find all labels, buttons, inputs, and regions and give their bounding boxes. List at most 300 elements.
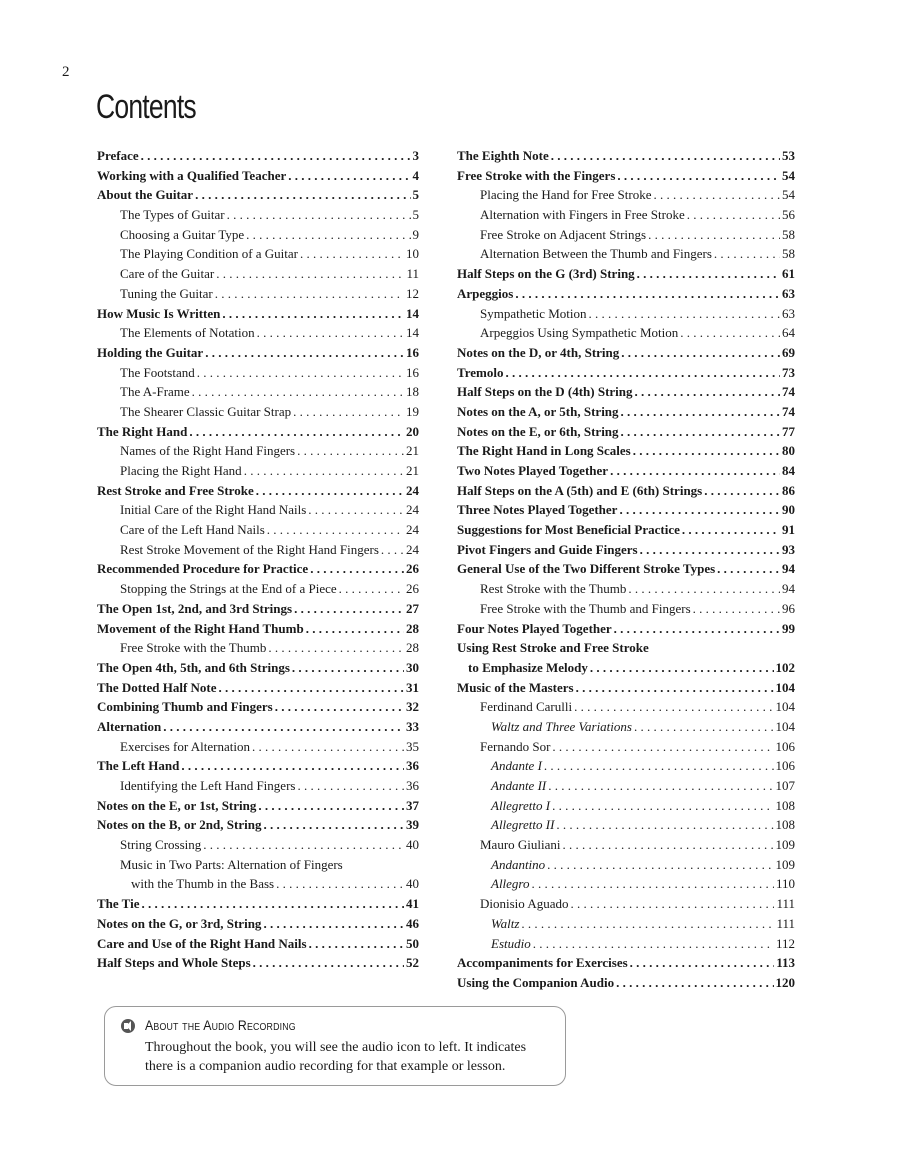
- toc-entry: [457, 934, 795, 954]
- toc-dot-leader: [551, 146, 780, 166]
- toc-dot-leader: [521, 914, 774, 934]
- toc-entry-title: Allegro: [491, 876, 530, 892]
- toc-entry-title: to Emphasize Melody: [468, 659, 588, 675]
- toc-entry-page: 46: [406, 915, 419, 931]
- toc-entry: [457, 304, 795, 324]
- toc-column-right: [457, 146, 795, 993]
- toc-entry: [97, 619, 419, 639]
- audio-speaker-icon: [121, 1019, 135, 1033]
- toc-entry-title: Stopping the Strings at the End of a Piece: [120, 581, 337, 597]
- toc-entry-title: Half Steps and Whole Steps: [97, 955, 251, 971]
- toc-entry-page: 50: [406, 935, 419, 951]
- toc-entry-title: Tuning the Guitar: [120, 285, 213, 301]
- toc-entry-page: 86: [782, 482, 795, 498]
- toc-entry: [97, 815, 419, 835]
- toc-entry-page: 14: [406, 305, 419, 321]
- toc-entry: [97, 599, 419, 619]
- toc-dot-leader: [275, 697, 404, 717]
- toc-entry: [457, 796, 795, 816]
- toc-entry-page: 16: [406, 344, 419, 360]
- toc-entry-title: Arpeggios Using Sympathetic Motion: [480, 325, 679, 341]
- toc-entry-title: General Use of the Two Different Stroke Types: [457, 561, 716, 577]
- toc-dot-leader: [515, 284, 780, 304]
- toc-entry-page: 4: [412, 167, 419, 183]
- toc-entry: [97, 461, 419, 481]
- toc-entry-title: Rest Stroke with the Thumb: [480, 581, 627, 597]
- toc-entry: [457, 894, 795, 914]
- toc-dot-leader: [306, 619, 404, 639]
- toc-entry: [97, 874, 419, 894]
- toc-entry-title: String Crossing: [120, 837, 202, 853]
- toc-entry: [457, 737, 795, 757]
- toc-entry: [457, 638, 795, 658]
- toc-dot-leader: [590, 658, 774, 678]
- toc-entry-page: 24: [406, 522, 419, 538]
- toc-entry-page: 96: [782, 600, 795, 616]
- toc-entry-title: Waltz: [491, 915, 520, 931]
- toc-dot-leader: [610, 461, 780, 481]
- toc-entry-title: Waltz and Three Variations: [491, 718, 632, 734]
- toc-entry-title: Notes on the A, or 5th, String: [457, 403, 619, 419]
- toc-entry-title: Alternation: [97, 718, 162, 734]
- toc-entry: [97, 185, 419, 205]
- toc-entry: [457, 441, 795, 461]
- toc-entry-page: 104: [775, 679, 795, 695]
- toc-entry-title: Ferdinand Carulli: [480, 699, 573, 715]
- toc-dot-leader: [640, 540, 780, 560]
- toc-entry-page: 28: [406, 640, 419, 656]
- toc-dot-leader: [544, 756, 774, 776]
- toc-entry-page: 24: [406, 482, 419, 498]
- toc-entry-title: Andantino: [491, 856, 546, 872]
- toc-entry: [97, 638, 419, 658]
- toc-dot-leader: [687, 205, 780, 225]
- toc-entry-page: 61: [782, 266, 795, 282]
- toc-entry-title: Estudio: [491, 935, 531, 951]
- toc-entry-title: Free Stroke with the Thumb and Fingers: [480, 600, 691, 616]
- toc-entry: [97, 559, 419, 579]
- toc-entry-page: 91: [782, 522, 795, 538]
- toc-dot-leader: [589, 304, 780, 324]
- toc-entry: [97, 914, 419, 934]
- toc-entry-title: Names of the Right Hand Fingers: [120, 443, 296, 459]
- toc-entry: [97, 540, 419, 560]
- toc-entry: [97, 500, 419, 520]
- toc-entry-page: 90: [782, 502, 795, 518]
- toc-entry-page: 108: [775, 797, 795, 813]
- toc-entry: [457, 402, 795, 422]
- toc-dot-leader: [195, 185, 410, 205]
- toc-entry: [457, 343, 795, 363]
- toc-entry-page: 26: [406, 561, 419, 577]
- toc-entry-page: 10: [406, 246, 419, 262]
- toc-entry-page: 106: [775, 758, 795, 774]
- toc-entry-title: Placing the Right Hand: [120, 463, 242, 478]
- toc-dot-leader: [628, 579, 780, 599]
- toc-entry-page: 108: [775, 817, 795, 833]
- toc-entry-page: 104: [775, 699, 795, 715]
- toc-entry: [97, 776, 419, 796]
- toc-entry: [97, 422, 419, 442]
- toc-entry-title: Half Steps on the A (5th) and E (6th) Strings: [457, 482, 703, 498]
- toc-entry: [457, 382, 795, 402]
- toc-entry: [97, 934, 419, 954]
- toc-entry-title: Exercises for Alternation: [120, 738, 250, 754]
- toc-entry-title: Alternation with Fingers in Free Stroke: [480, 207, 685, 223]
- toc-entry: [457, 559, 795, 579]
- toc-dot-leader: [630, 953, 775, 973]
- toc-entry-title: Working with a Qualified Teacher: [97, 167, 287, 183]
- toc-entry-title: The Types of Guitar: [120, 207, 225, 223]
- toc-dot-leader: [309, 934, 404, 954]
- toc-dot-leader: [141, 146, 411, 166]
- toc-dot-leader: [533, 934, 774, 954]
- toc-entry-title: How Music Is Written: [97, 305, 221, 321]
- toc-dot-leader: [197, 363, 404, 383]
- toc-entry-page: 106: [775, 738, 795, 754]
- toc-dot-leader: [576, 678, 774, 698]
- toc-entry-title: Four Notes Played Together: [457, 620, 612, 636]
- toc-dot-leader: [619, 500, 780, 520]
- toc-entry: [97, 520, 419, 540]
- toc-entry-page: 102: [775, 659, 795, 675]
- toc-entry-page: 24: [406, 541, 419, 557]
- toc-entry: [457, 323, 795, 343]
- toc-dot-leader: [308, 500, 404, 520]
- toc-entry: [457, 619, 795, 639]
- toc-dot-leader: [633, 441, 780, 461]
- toc-dot-leader: [653, 185, 780, 205]
- toc-entry-page: 73: [782, 364, 795, 380]
- toc-entry-page: 3: [412, 148, 419, 163]
- toc-dot-leader: [714, 244, 780, 264]
- toc-entry: [457, 422, 795, 442]
- toc-entry: [97, 402, 419, 422]
- toc-dot-leader: [219, 678, 404, 698]
- toc-dot-leader: [163, 717, 404, 737]
- toc-dot-leader: [263, 815, 404, 835]
- toc-dot-leader: [292, 658, 404, 678]
- toc-entry-title: The Playing Condition of a Guitar: [120, 246, 299, 262]
- toc-dot-leader: [205, 343, 404, 363]
- toc-entry: [457, 205, 795, 225]
- toc-entry: [457, 914, 795, 934]
- toc-entry-page: 40: [406, 837, 419, 853]
- toc-entry-page: 16: [406, 364, 419, 380]
- toc-dot-leader: [717, 559, 780, 579]
- toc-entry: [457, 658, 795, 678]
- toc-entry: [457, 776, 795, 796]
- toc-entry-page: 63: [782, 285, 795, 301]
- toc-dot-leader: [505, 363, 780, 383]
- toc-entry-page: 69: [782, 344, 795, 360]
- toc-entry-page: 9: [412, 226, 419, 242]
- toc-entry-page: 113: [776, 955, 795, 971]
- toc-entry-title: Allegretto II: [491, 817, 555, 833]
- toc-entry-page: 58: [782, 246, 795, 262]
- toc-dot-leader: [192, 382, 404, 402]
- toc-dot-leader: [381, 540, 404, 560]
- toc-dot-leader: [252, 737, 404, 757]
- toc-dot-leader: [635, 382, 780, 402]
- toc-entry-page: 56: [782, 207, 795, 223]
- toc-entry-title: Care of the Left Hand Nails: [120, 522, 265, 538]
- toc-entry-title: The Footstand: [120, 364, 195, 380]
- toc-entry-title: Music in Two Parts: Alternation of Fingers: [120, 856, 343, 872]
- toc-entry-title: The Left Hand: [97, 758, 180, 774]
- toc-entry-title: The Right Hand: [97, 423, 188, 439]
- toc-entry-title: Free Stroke with the Fingers: [457, 167, 616, 183]
- toc-entry-page: 5: [412, 187, 419, 203]
- toc-entry-title: Holding the Guitar: [97, 344, 204, 360]
- toc-entry-title: Sympathetic Motion: [480, 305, 587, 321]
- toc-dot-leader: [570, 894, 774, 914]
- toc-entry: [457, 678, 795, 698]
- toc-dot-leader: [574, 697, 773, 717]
- toc-entry: [97, 363, 419, 383]
- toc-dot-leader: [563, 835, 774, 855]
- toc-entry-page: 20: [406, 423, 419, 439]
- toc-dot-leader: [621, 402, 780, 422]
- toc-entry-title: Combining Thumb and Fingers: [97, 699, 273, 715]
- toc-entry-title: The Open 1st, 2nd, and 3rd Strings: [97, 600, 293, 616]
- toc-dot-leader: [614, 619, 780, 639]
- toc-dot-leader: [680, 323, 780, 343]
- toc-entry: [457, 363, 795, 383]
- toc-dot-leader: [267, 520, 404, 540]
- toc-dot-leader: [547, 855, 773, 875]
- toc-entry-title: Notes on the E, or 6th, String: [457, 423, 619, 439]
- toc-dot-leader: [256, 481, 404, 501]
- toc-dot-leader: [268, 638, 404, 658]
- toc-entry: [97, 953, 419, 973]
- toc-entry-page: 26: [406, 581, 419, 597]
- toc-entry: [457, 953, 795, 973]
- toc-dot-leader: [181, 756, 404, 776]
- toc-entry: [457, 717, 795, 737]
- toc-entry: [457, 244, 795, 264]
- toc-entry: [97, 264, 419, 284]
- toc-dot-leader: [682, 520, 780, 540]
- toc-dot-leader: [263, 914, 404, 934]
- toc-entry-page: 107: [775, 778, 795, 793]
- toc-entry-page: 32: [406, 699, 419, 715]
- toc-entry-page: 74: [782, 403, 795, 419]
- toc-entry-page: 19: [406, 403, 419, 419]
- toc-dot-leader: [693, 599, 780, 619]
- toc-dot-leader: [258, 796, 404, 816]
- toc-entry: [457, 835, 795, 855]
- toc-entry: [457, 481, 795, 501]
- toc-entry-title: About the Guitar: [97, 187, 194, 203]
- toc-entry-title: Dionisio Aguado: [480, 896, 569, 912]
- toc-entry: [457, 973, 795, 993]
- toc-entry-title: Notes on the G, or 3rd, String: [97, 915, 262, 931]
- toc-entry-page: 120: [775, 974, 795, 990]
- toc-dot-leader: [648, 225, 780, 245]
- toc-entry-page: 54: [782, 167, 795, 183]
- toc-dot-leader: [244, 461, 404, 481]
- toc-entry-title: Placing the Hand for Free Stroke: [480, 187, 652, 203]
- toc-entry-page: 5: [412, 207, 419, 223]
- toc-entry-page: 40: [406, 876, 419, 892]
- toc-entry-page: 39: [406, 817, 419, 833]
- toc-dot-leader: [203, 835, 404, 855]
- toc-entry: [97, 343, 419, 363]
- toc-entry-page: 31: [406, 679, 419, 695]
- toc-entry-title: Two Notes Played Together: [457, 463, 609, 478]
- toc-dot-leader: [704, 481, 780, 501]
- toc-entry: [97, 658, 419, 678]
- toc-entry-page: 53: [782, 148, 795, 163]
- toc-dot-leader: [621, 343, 780, 363]
- toc-entry-page: 80: [782, 443, 795, 459]
- page-number: 2: [62, 64, 70, 80]
- toc-entry-title: Mauro Giuliani: [480, 837, 561, 853]
- toc-dot-leader: [222, 304, 404, 324]
- toc-entry-title: with the Thumb in the Bass: [131, 876, 275, 892]
- toc-entry-title: Free Stroke with the Thumb: [120, 640, 267, 656]
- toc-entry-page: 58: [782, 226, 795, 242]
- toc-entry-title: Three Notes Played Together: [457, 502, 618, 518]
- toc-dot-leader: [552, 796, 773, 816]
- toc-entry-page: 36: [406, 758, 419, 774]
- toc-dot-leader: [189, 422, 404, 442]
- toc-entry: [457, 697, 795, 717]
- toc-entry: [97, 244, 419, 264]
- toc-entry: [97, 441, 419, 461]
- toc-column-left: [97, 146, 419, 973]
- toc-entry-title: The A-Frame: [120, 384, 190, 400]
- toc-entry-page: 93: [782, 541, 795, 557]
- toc-entry-page: 112: [775, 935, 795, 951]
- toc-dot-leader: [253, 953, 404, 973]
- toc-entry-page: 52: [406, 955, 419, 971]
- toc-dot-leader: [339, 579, 404, 599]
- toc-entry-page: 24: [406, 502, 419, 518]
- toc-entry: [97, 579, 419, 599]
- toc-dot-leader: [556, 815, 773, 835]
- toc-entry: [457, 599, 795, 619]
- toc-entry: [457, 520, 795, 540]
- toc-entry-title: The Tie: [97, 896, 140, 912]
- toc-entry: [97, 382, 419, 402]
- toc-dot-leader: [617, 166, 780, 186]
- toc-entry-page: 111: [776, 896, 795, 912]
- toc-entry-page: 18: [406, 384, 419, 400]
- toc-dot-leader: [616, 973, 773, 993]
- toc-entry-title: Initial Care of the Right Hand Nails: [120, 502, 307, 518]
- toc-entry: [457, 500, 795, 520]
- toc-dot-leader: [621, 422, 780, 442]
- toc-dot-leader: [532, 874, 774, 894]
- toc-entry: [97, 323, 419, 343]
- toc-dot-leader: [294, 599, 404, 619]
- toc-entry: [457, 540, 795, 560]
- toc-entry: [97, 855, 419, 875]
- toc-entry: [457, 284, 795, 304]
- toc-entry-title: Identifying the Left Hand Fingers: [120, 778, 296, 793]
- toc-dot-leader: [288, 166, 410, 186]
- toc-entry-page: 94: [782, 561, 795, 577]
- toc-entry-title: Half Steps on the D (4th) String: [457, 384, 633, 400]
- toc-entry: [457, 264, 795, 284]
- toc-entry-title: The Shearer Classic Guitar Strap: [120, 403, 292, 419]
- toc-dot-leader: [142, 894, 404, 914]
- toc-entry: [97, 796, 419, 816]
- audio-note-body: Throughout the book, you will see the audio icon to left. It indicates there is a companion audio recording for that example or lesson.: [145, 1040, 527, 1074]
- toc-entry-page: 35: [406, 738, 419, 754]
- toc-entry-page: 109: [775, 856, 795, 872]
- toc-dot-leader: [548, 776, 773, 796]
- toc-entry: [97, 284, 419, 304]
- toc-entry-title: Recommended Procedure for Practice: [97, 561, 309, 577]
- toc-entry-page: 21: [406, 443, 419, 459]
- toc-entry: [457, 225, 795, 245]
- toc-entry-title: Notes on the E, or 1st, String: [97, 797, 257, 813]
- toc-dot-leader: [300, 244, 404, 264]
- toc-entry: [457, 166, 795, 186]
- toc-dot-leader: [227, 205, 411, 225]
- toc-entry: [97, 481, 419, 501]
- toc-dot-leader: [257, 323, 404, 343]
- toc-entry-page: 11: [406, 266, 419, 282]
- toc-entry-page: 110: [775, 876, 795, 892]
- toc-entry-page: 27: [406, 600, 419, 616]
- toc-entry-page: 14: [406, 325, 419, 341]
- toc-entry: [97, 894, 419, 914]
- toc-entry-title: Choosing a Guitar Type: [120, 226, 245, 242]
- toc-entry: [97, 166, 419, 186]
- toc-dot-leader: [293, 402, 404, 422]
- toc-entry: [457, 874, 795, 894]
- toc-entry-title: Suggestions for Most Beneficial Practice: [457, 522, 680, 538]
- toc-entry-title: Notes on the D, or 4th, String: [457, 344, 620, 360]
- toc-entry-page: 104: [775, 718, 795, 734]
- toc-entry-title: Care and Use of the Right Hand Nails: [97, 935, 307, 951]
- toc-dot-leader: [215, 284, 404, 304]
- toc-dot-leader: [552, 737, 773, 757]
- toc-entry-title: Rest Stroke Movement of the Right Hand Fingers: [120, 541, 379, 557]
- toc-dot-leader: [297, 441, 404, 461]
- toc-entry: [97, 717, 419, 737]
- toc-entry-page: 12: [406, 285, 419, 301]
- toc-entry: [97, 205, 419, 225]
- page-title: Contents: [96, 88, 196, 126]
- toc-entry-title: Free Stroke on Adjacent Strings: [480, 226, 647, 242]
- toc-entry-title: Using Rest Stroke and Free Stroke: [457, 640, 649, 656]
- toc-dot-leader: [637, 264, 780, 284]
- toc-entry: [457, 855, 795, 875]
- toc-entry-title: Notes on the B, or 2nd, String: [97, 817, 262, 833]
- toc-entry-page: 111: [776, 915, 795, 931]
- toc-entry-page: 94: [782, 581, 795, 597]
- toc-entry: [97, 225, 419, 245]
- toc-entry: [457, 579, 795, 599]
- toc-entry-title: Accompaniments for Exercises: [457, 955, 628, 971]
- toc-entry-page: 64: [782, 325, 795, 341]
- toc-entry-page: 41: [406, 896, 419, 912]
- toc-entry-title: Pivot Fingers and Guide Fingers: [457, 541, 638, 557]
- toc-entry-title: Using the Companion Audio: [457, 974, 615, 990]
- toc-entry-title: Preface: [97, 148, 139, 163]
- toc-dot-leader: [276, 874, 404, 894]
- toc-entry-title: Care of the Guitar: [120, 266, 215, 282]
- toc-entry-page: 63: [782, 305, 795, 321]
- toc-entry: [97, 835, 419, 855]
- toc-entry-page: 28: [406, 620, 419, 636]
- audio-note-title: About the Audio Recording: [145, 1017, 296, 1033]
